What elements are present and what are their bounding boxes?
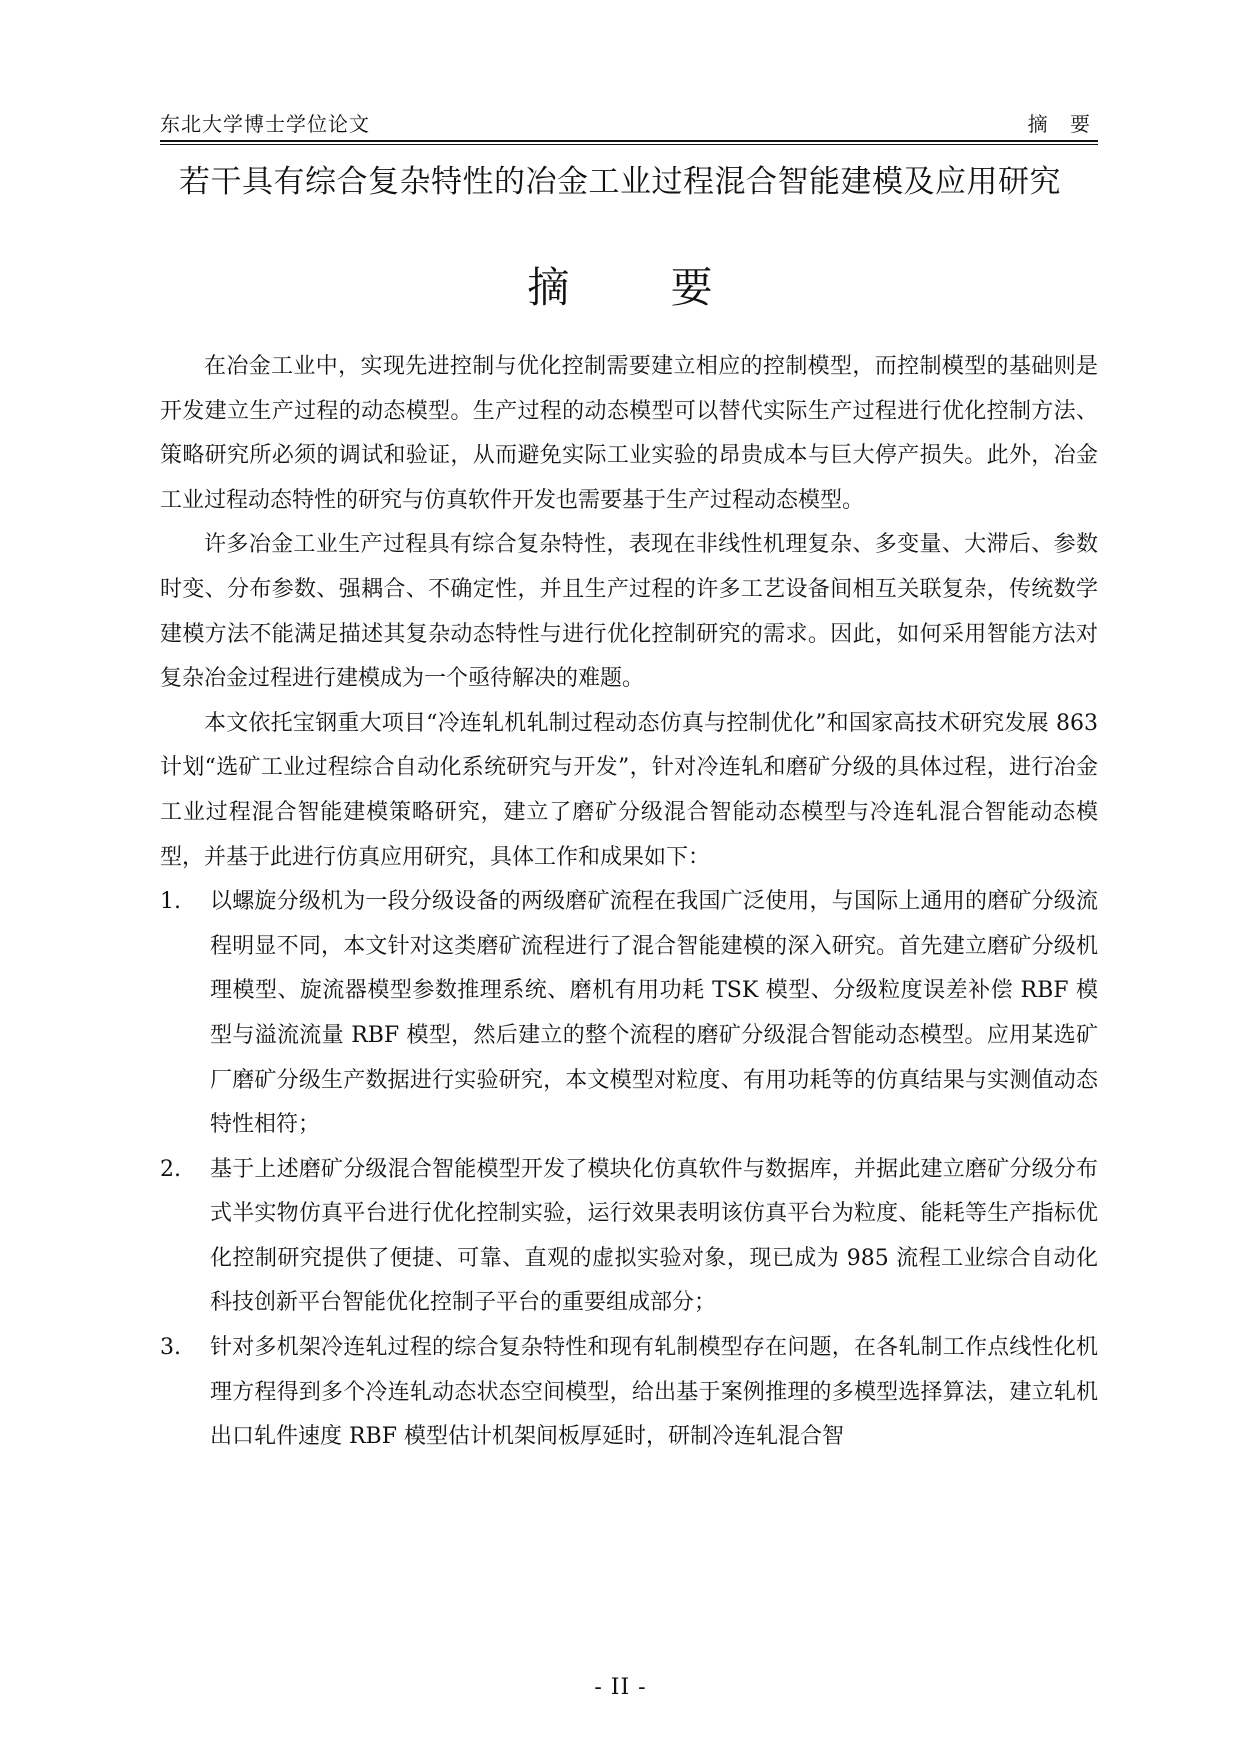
list-item (160, 880, 1098, 1148)
header-section-label: 摘 要 (1027, 112, 1098, 136)
header-rule-thin (160, 144, 1098, 145)
abstract-heading: 摘 要 (527, 263, 757, 312)
list-item-number: 2. (160, 1156, 181, 1182)
paragraph: 许多冶金工业生产过程具有综合复杂特性，表现在非线性机理复杂、多变量、大滞后、参数时变、分布参数、强耦合、不确定性，并且生产过程的许多工艺设备间相互关联复杂，传统数学建模方法不能满足描述其复杂动态特性与进行优化控制研究的需求。因此，如何采用智能方法对复杂冶金过程进行建模成为一个亟待解决的难题。 (160, 532, 1098, 692)
page-number: - II - (594, 1675, 647, 1700)
list-item-number: 1. (160, 889, 181, 915)
list-item-text: 针对多机架冷连轧过程的综合复杂特性和现有轧制模型存在问题，在各轧制工作点线性化机理方程得到多个冷连轧动态状态空间模型，给出基于案例推理的多模型选择算法，建立轧机出口轧件速度 RBF 模型估计机架间板厚延时，研制冷连轧混合智 (210, 1335, 1098, 1450)
list-item-text: 以螺旋分级机为一段分级设备的两级磨矿流程在我国广泛使用，与国际上通用的磨矿分级流程明显不同，本文针对这类磨矿流程进行了混合智能建模的深入研究。首先建立磨矿分级机理模型、旋流器模型参数推理系统、磨机有用功耗 TSK 模型、分级粒度误差补偿 RBF 模型与溢流流量 RBF 模型，然后建立的整个流程的磨矿分级混合智能动态模型。应用某选矿厂磨矿分级生产数据进行实验研究，本文模型对粒度、有用功耗等的仿真结果与实测值动态特性相符； (210, 889, 1098, 1138)
paragraph: 本文依托宝钢重大项目“冷连轧机轧制过程动态仿真与控制优化”和国家高技术研究发展 863 计划“选矿工业过程综合自动化系统研究与开发”，针对冷连轧和磨矿分级的具体过程，进行冶金工业过程混合智能建模策略研究，建立了磨矿分级混合智能动态模型与冷连轧混合智能动态模型，并基于此进行仿真应用研究，具体工作和成果如下： (160, 710, 1098, 870)
list-item-number: 3. (160, 1335, 181, 1361)
paragraph: 在冶金工业中，实现先进控制与优化控制需要建立相应的控制模型，而控制模型的基础则是开发建立生产过程的动态模型。生产过程的动态模型可以替代实际生产过程进行优化控制方法、策略研究所必须的调试和验证，从而避免实际工业实验的昂贵成本与巨大停产损失。此外，冶金工业过程动态特性的研究与仿真软件开发也需要基于生产过程动态模型。 (160, 354, 1098, 513)
list-item-text: 基于上述磨矿分级混合智能模型开发了模块化仿真软件与数据库，并据此建立磨矿分级分布式半实物仿真平台进行优化控制实验，运行效果表明该仿真平台为粒度、能耗等生产指标优化控制研究提供了便捷、可靠、直观的虚拟实验对象，现已成为 985 流程工业综合自动化科技创新平台智能优化控制子平台的重要组成部分； (210, 1156, 1098, 1316)
list-item (160, 1148, 1098, 1326)
header-university-label: 东北大学博士学位论文 (160, 112, 370, 136)
running-header (160, 108, 1098, 140)
results-list (160, 880, 1098, 1460)
header-rule (160, 140, 1098, 142)
abstract-body (160, 345, 1098, 1460)
list-item (160, 1326, 1098, 1460)
thesis-title: 若干具有综合复杂特性的冶金工业过程混合智能建模及应用研究 (179, 164, 1061, 200)
